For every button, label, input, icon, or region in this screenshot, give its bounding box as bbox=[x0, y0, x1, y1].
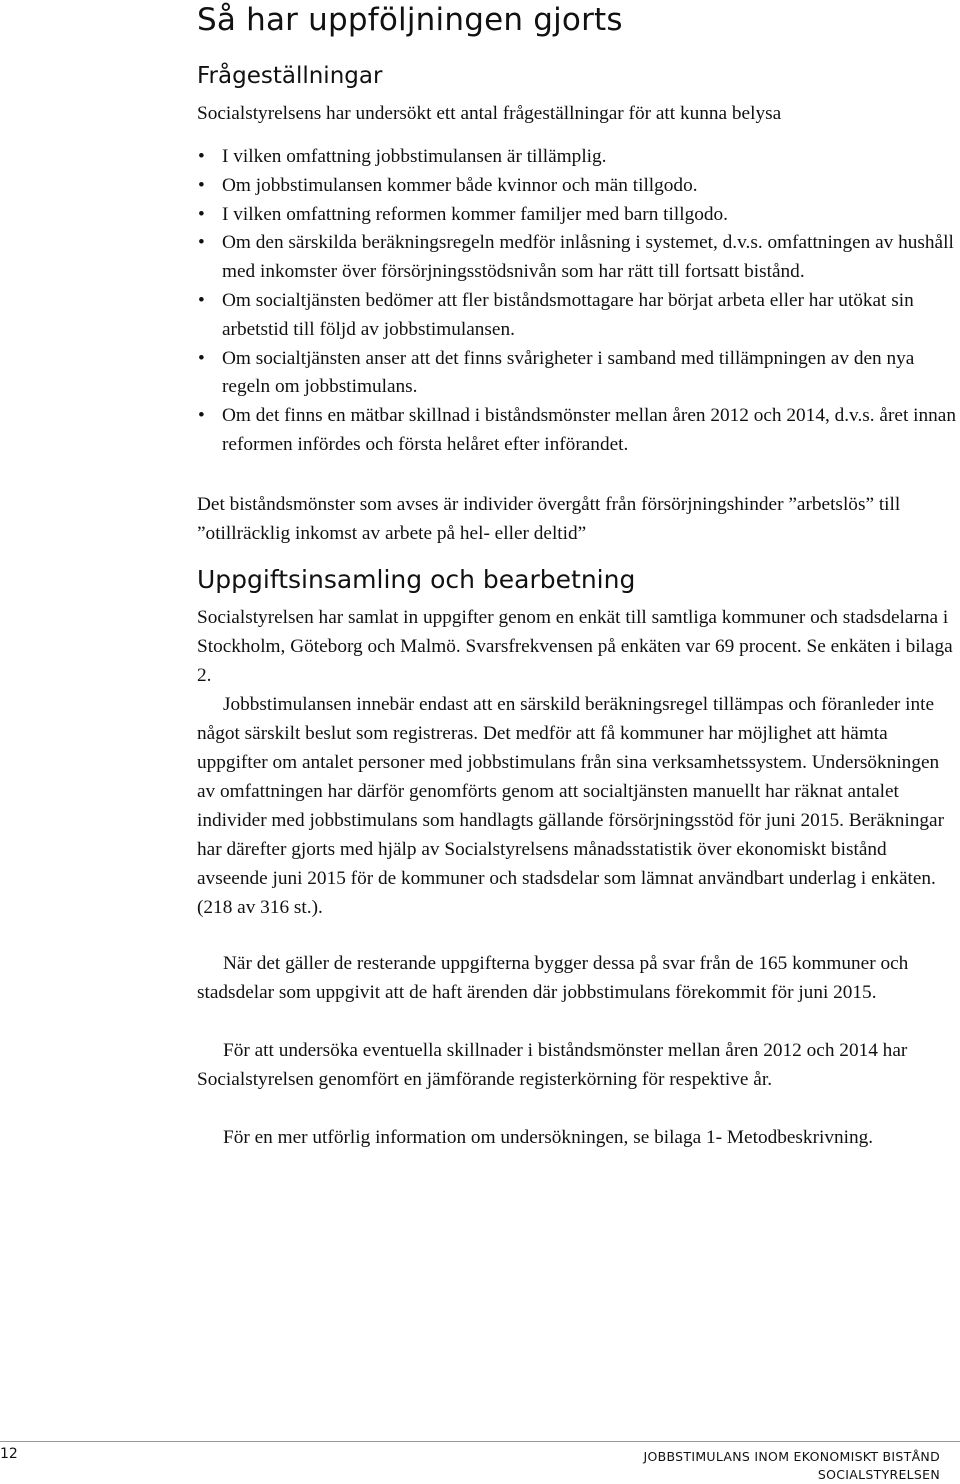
section-heading-fragestallningar: Frågeställningar bbox=[197, 63, 383, 89]
bullet-icon: • bbox=[198, 232, 205, 254]
body-paragraph: När det gäller de resterande uppgifterna bygger dessa på svar från de 165 kommuner och stadsdelar som uppgivit att de haft ärenden där jobbstimulans förekommit för juni 2015. bbox=[197, 953, 909, 1003]
pattern-note-paragraph: Det biståndsmönster som avses är individer övergått från försörjningshinder ”arbetslös” till ”otillräcklig inkomst av arbete på hel- eller deltid” bbox=[197, 494, 901, 544]
body-paragraph: Jobbstimulansen innebär endast att en särskild beräkningsregel tillämpas och föranleder inte något särskilt beslut som registreras. Det medför att få kommuner har möjlighet att hämta uppgifter om antalet personer med jobbstimulans från sina verksamhetssystem. Undersökningen av omfattningen har därför genomförts genom att socialtjänsten manuellt har räknat antalet individer med jobbstimulans som handlagts gällande försörjningsstöd för juni 2015. Beräkningar har därefter gjorts med hjälp av Socialstyrelsens månadsstatistik över ekonomiskt bistånd avseende juni 2015 för de kommuner och stadsdelar som lämnat användbart underlag i enkäten. (218 av 316 st.). bbox=[197, 694, 945, 918]
footer-title-block bbox=[644, 1448, 940, 1484]
list-item bbox=[197, 229, 959, 287]
section-heading-uppgiftsinsamling: Uppgiftsinsamling och bearbetning bbox=[197, 565, 636, 594]
bullet-icon: • bbox=[198, 203, 205, 225]
bullet-icon: • bbox=[198, 289, 205, 311]
body-paragraph: Socialstyrelsen har samlat in uppgifter genom en enkät till samtliga kommuner och stadsdelarna i Stockholm, Göteborg och Malmö. Svarsfrekvensen på enkäten var 69 procent. Se enkäten i bilaga 2. bbox=[197, 607, 953, 686]
body-paragraph: För en mer utförlig information om undersökningen, se bilaga 1- Metodbeskrivning. bbox=[223, 1127, 874, 1148]
list-item bbox=[197, 201, 959, 230]
list-item bbox=[197, 402, 959, 460]
body-paragraph: För att undersöka eventuella skillnader i biståndsmönster mellan åren 2012 och 2014 har Socialstyrelsen genomfört en jämförande registerkörning för respektive år. bbox=[197, 1040, 908, 1090]
list-item bbox=[197, 172, 959, 201]
page-title: Så har uppföljningen gjorts bbox=[197, 2, 623, 38]
list-item-text: Om socialtjänsten bedömer att fler biståndsmottagare har börjat arbeta eller har utökat sin arbetstid till följd av jobbstimulansen. bbox=[222, 289, 914, 340]
footer-divider bbox=[0, 1441, 960, 1442]
publisher-name: SOCIALSTYRELSEN bbox=[817, 1467, 940, 1482]
list-item-text: I vilken omfattning jobbstimulansen är tillämplig. bbox=[222, 146, 607, 167]
report-title: JOBBSTIMULANS INOM EKONOMISKT BISTÅND bbox=[643, 1449, 940, 1464]
list-item bbox=[197, 143, 959, 172]
list-item-text: Om socialtjänsten anser att det finns svårigheter i samband med tillämpningen av den nya regeln om jobbstimulans. bbox=[222, 347, 915, 398]
list-item bbox=[197, 345, 959, 403]
list-item-text: Om jobbstimulansen kommer både kvinnor och män tillgodo. bbox=[222, 174, 698, 196]
list-item-text: Om det finns en mätbar skillnad i biståndsmönster mellan åren 2012 och 2014, d.v.s. året innan reformen infördes och första helåret efter införandet. bbox=[222, 405, 956, 455]
question-list bbox=[197, 143, 959, 460]
page-number: 12 bbox=[0, 1446, 18, 1462]
list-item bbox=[197, 287, 959, 345]
list-item-text: I vilken omfattning reformen kommer familjer med barn tillgodo. bbox=[222, 203, 728, 225]
bullet-icon: • bbox=[198, 347, 205, 369]
intro-paragraph: Socialstyrelsens har undersökt ett antal frågeställningar för att kunna belysa bbox=[197, 103, 782, 124]
list-item-text: Om den särskilda beräkningsregeln medför inlåsning i systemet, d.v.s. omfattningen av hushåll med inkomster över försörjningsstödsnivån som har rätt till fortsatt bistånd. bbox=[222, 232, 954, 283]
bullet-icon: • bbox=[198, 146, 205, 167]
bullet-icon: • bbox=[198, 174, 205, 196]
bullet-icon: • bbox=[198, 405, 205, 427]
